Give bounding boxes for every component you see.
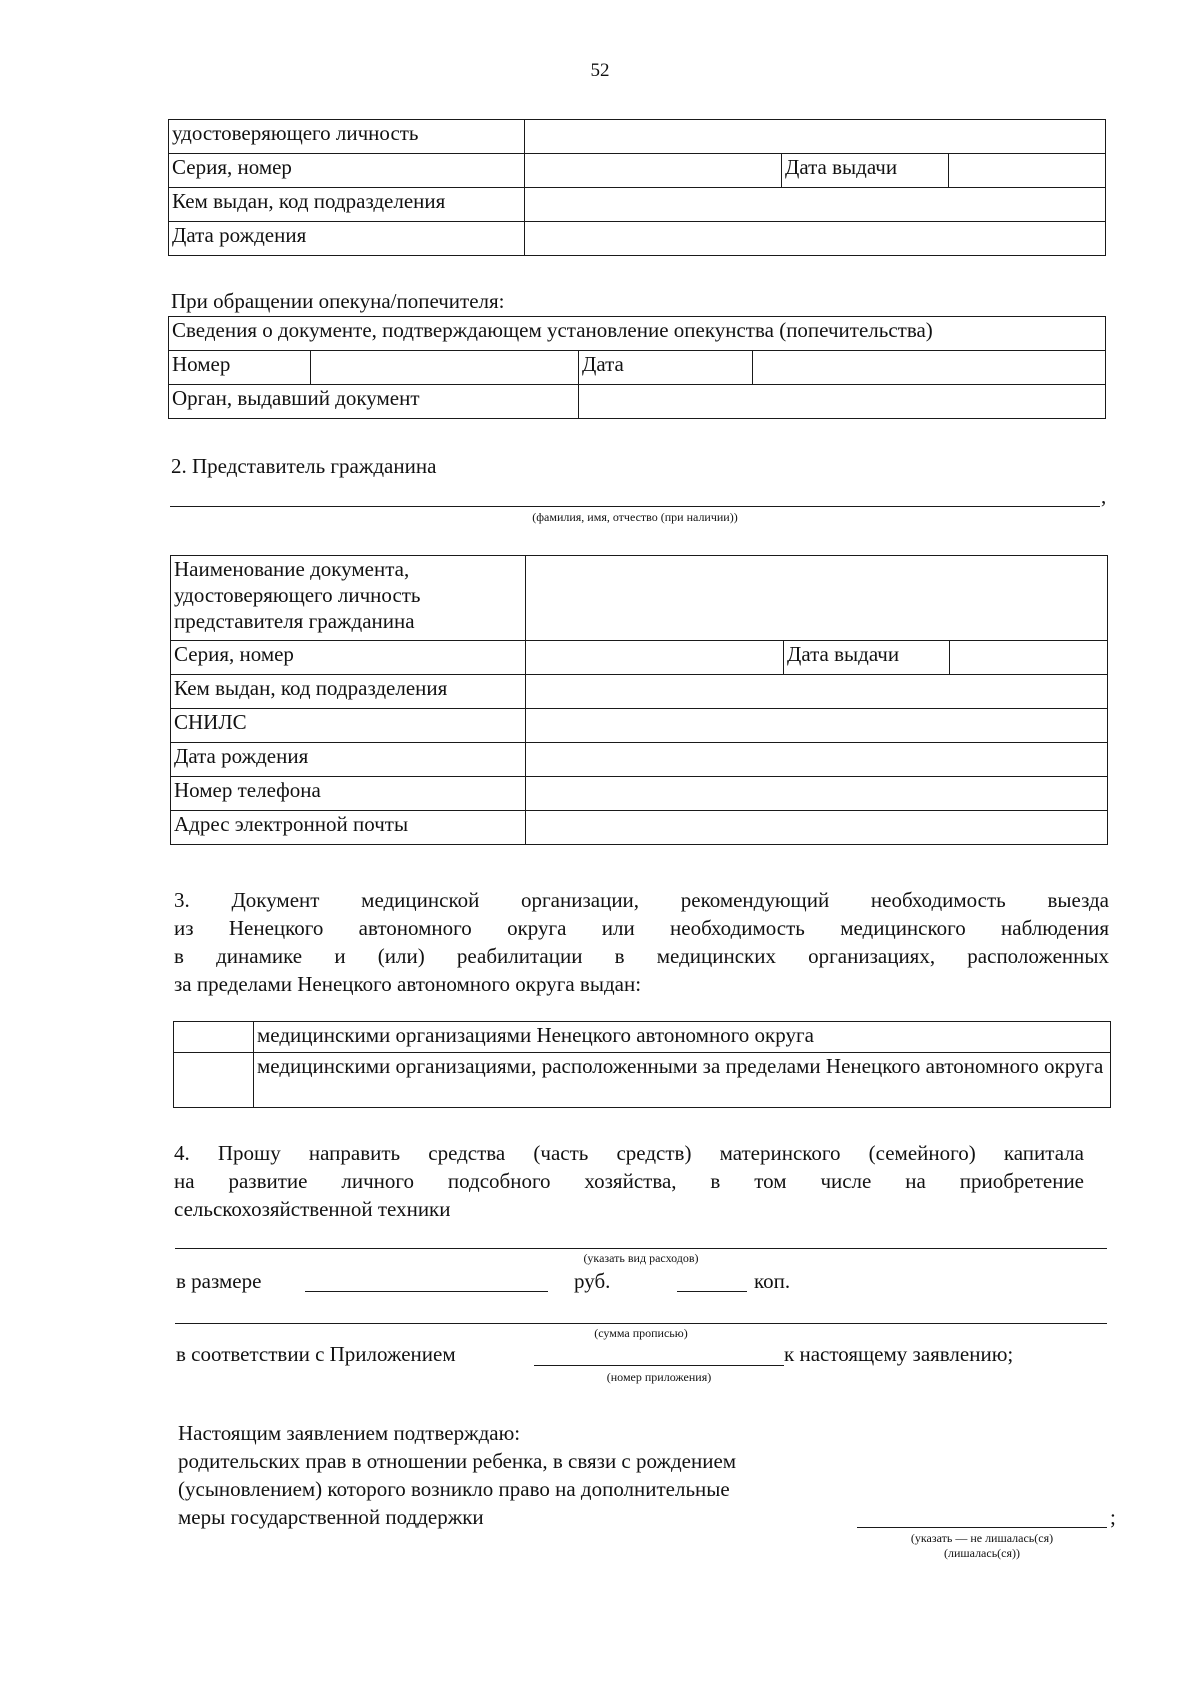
guardian-table	[168, 316, 1106, 419]
guardian-issuer-field[interactable]	[579, 385, 1106, 419]
rep-birth-field[interactable]	[526, 743, 1108, 777]
option1-label: медицинскими организациями Ненецкого автономного округа	[254, 1022, 1111, 1053]
parental-caption-2: (лишалась(ся))	[943, 1546, 1021, 1560]
section4-line3: сельскохозяйственной техники	[174, 1197, 451, 1221]
rep-phone-label: Номер телефона	[171, 777, 526, 811]
rep-series-label: Серия, номер	[171, 641, 526, 675]
rep-snils-label: СНИЛС	[171, 709, 526, 743]
representative-name-line[interactable]	[170, 506, 1100, 507]
amount-words-line[interactable]	[175, 1323, 1107, 1324]
confirm-line3: (усыновлением) которого возникло право на дополнительные	[178, 1477, 730, 1501]
series-number-field[interactable]	[525, 154, 782, 188]
rep-issued-by-field[interactable]	[526, 675, 1108, 709]
identity-document-table	[168, 119, 1106, 256]
option2-label: медицинскими организациями, расположенными за пределами Ненецкого автономного округа	[254, 1053, 1111, 1108]
fio-caption: (фамилия, имя, отчество (при наличии))	[532, 510, 738, 524]
representative-name-comma: ,	[1101, 484, 1107, 508]
guardian-doc-info: Сведения о документе, подтверждающем установление опекунства (попечительства)	[169, 317, 1106, 351]
confirm-line4: меры государственной поддержки	[178, 1505, 484, 1529]
page-number: 52	[590, 60, 610, 81]
rep-phone-field[interactable]	[526, 777, 1108, 811]
option1-checkbox[interactable]	[174, 1022, 254, 1053]
issued-by-field[interactable]	[525, 188, 1106, 222]
rep-doc-name-label: Наименование документа, удостоверяющего личность представителя гражданина	[171, 556, 526, 641]
section3-line3: в динамике и (или) реабилитации в медицинских организациях, расположенных	[174, 944, 1109, 968]
rep-issue-date-label: Дата выдачи	[784, 641, 950, 675]
series-number-label: Серия, номер	[169, 154, 525, 188]
kop-line[interactable]	[677, 1291, 747, 1292]
identity-doc-label: удостоверяющего личность	[169, 120, 525, 154]
appendix-caption: (номер приложения)	[606, 1370, 712, 1384]
guardian-number-label: Номер	[169, 351, 311, 385]
issue-date-label: Дата выдачи	[782, 154, 949, 188]
confirm-line1: Настоящим заявлением подтверждаю:	[178, 1421, 521, 1445]
rep-series-field[interactable]	[526, 641, 784, 675]
section3-line1: 3. Документ медицинской организации, рекомендующий необходимость выезда	[174, 888, 1109, 912]
section2-heading: 2. Представитель гражданина	[171, 454, 437, 478]
guardian-number-field[interactable]	[311, 351, 579, 385]
rep-snils-field[interactable]	[526, 709, 1108, 743]
confirm-semicolon: ;	[1110, 1505, 1116, 1529]
guardian-heading: При обращении опекуна/попечителя:	[171, 289, 505, 313]
parental-caption-1: (указать — не лишалась(ся)	[910, 1531, 1054, 1545]
rep-issue-date-field[interactable]	[950, 641, 1108, 675]
representative-table	[170, 555, 1108, 845]
rep-issued-by-label: Кем выдан, код подразделения	[171, 675, 526, 709]
issued-by-label: Кем выдан, код подразделения	[169, 188, 525, 222]
expense-caption: (указать вид расходов)	[583, 1251, 699, 1265]
section3-line2: из Ненецкого автономного округа или необходимость медицинского наблюдения	[174, 916, 1109, 940]
appendix-label: в соответствии с Приложением	[176, 1342, 456, 1366]
birth-date-field[interactable]	[525, 222, 1106, 256]
option2-checkbox[interactable]	[174, 1053, 254, 1108]
parental-rights-line[interactable]	[857, 1527, 1107, 1528]
rub-label: руб.	[574, 1269, 611, 1293]
amount-label: в размере	[176, 1269, 262, 1293]
amount-words-caption: (сумма прописью)	[594, 1326, 688, 1340]
medical-org-table	[173, 1021, 1111, 1108]
kop-label: коп.	[754, 1269, 791, 1293]
guardian-issuer-label: Орган, выдавший документ	[169, 385, 579, 419]
section3-line4: за пределами Ненецкого автономного округа выдан:	[174, 972, 642, 996]
rub-line[interactable]	[305, 1291, 548, 1292]
appendix-suffix: к настоящему заявлению;	[784, 1342, 1014, 1366]
rep-doc-name-field[interactable]	[526, 556, 1108, 641]
guardian-date-field[interactable]	[753, 351, 1106, 385]
rep-email-field[interactable]	[526, 811, 1108, 845]
rep-birth-label: Дата рождения	[171, 743, 526, 777]
confirm-line2: родительских прав в отношении ребенка, в связи с рождением	[178, 1449, 737, 1473]
guardian-date-label: Дата	[579, 351, 753, 385]
appendix-number-line[interactable]	[534, 1365, 784, 1366]
section4-line2: на развитие личного подсобного хозяйства, в том числе на приобретение	[174, 1169, 1084, 1193]
section4-line1: 4. Прошу направить средства (часть средств) материнского (семейного) капитала	[174, 1141, 1084, 1165]
rep-email-label: Адрес электронной почты	[171, 811, 526, 845]
birth-date-label: Дата рождения	[169, 222, 525, 256]
identity-doc-field[interactable]	[525, 120, 1106, 154]
expense-type-line[interactable]	[175, 1248, 1107, 1249]
issue-date-field[interactable]	[949, 154, 1106, 188]
